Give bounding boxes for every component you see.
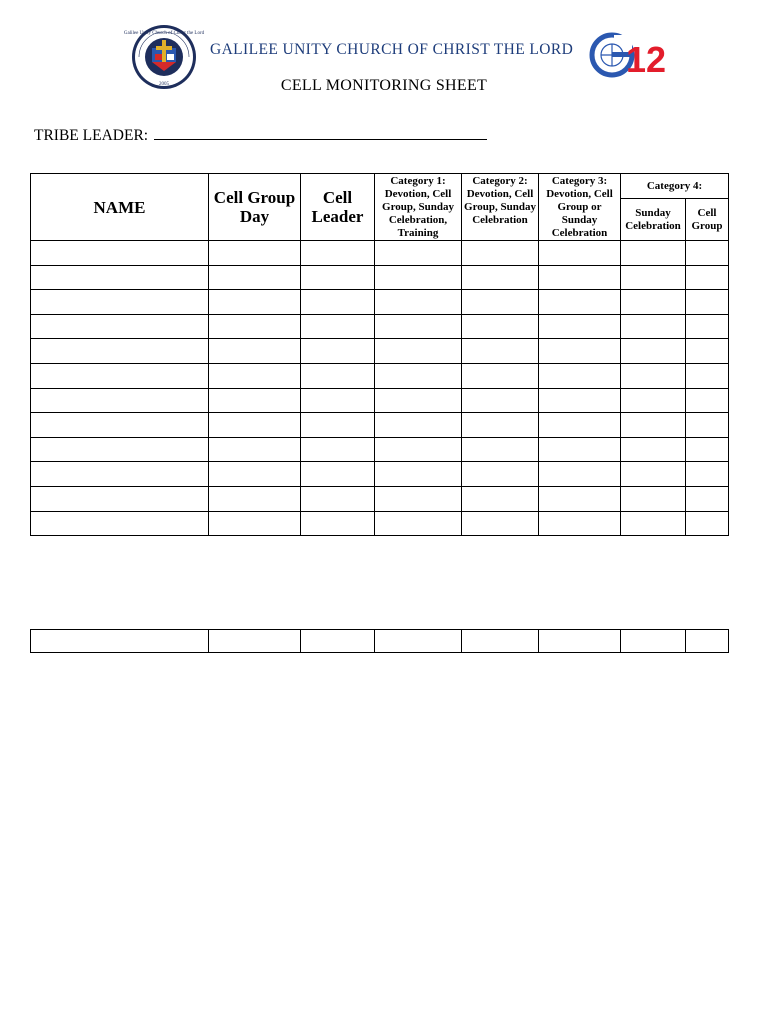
table-cell[interactable] bbox=[686, 437, 729, 462]
col-category-1-header bbox=[375, 174, 462, 241]
summary-row-table bbox=[30, 629, 729, 653]
table-row bbox=[31, 462, 729, 487]
table-cell[interactable] bbox=[539, 511, 621, 536]
document-header bbox=[0, 0, 768, 100]
table-cell[interactable] bbox=[301, 314, 375, 339]
table-cell[interactable] bbox=[686, 241, 729, 266]
table-row bbox=[31, 241, 729, 266]
table-cell[interactable] bbox=[621, 363, 686, 388]
table-cell[interactable] bbox=[375, 486, 462, 511]
table-cell[interactable] bbox=[31, 265, 209, 290]
table-cell[interactable] bbox=[301, 290, 375, 315]
col-category-2-header bbox=[462, 174, 539, 241]
table-cell[interactable] bbox=[686, 511, 729, 536]
table-cell[interactable] bbox=[209, 388, 301, 413]
table-cell[interactable] bbox=[209, 363, 301, 388]
g12-logo-icon bbox=[590, 30, 670, 80]
tribe-leader-input-line[interactable] bbox=[154, 127, 487, 140]
table-cell[interactable] bbox=[301, 413, 375, 438]
summary-row bbox=[31, 630, 729, 653]
col-category-4-cell-group: Cell Group bbox=[686, 199, 729, 241]
tribe-leader-field bbox=[34, 127, 487, 145]
table-cell[interactable] bbox=[686, 486, 729, 511]
table-cell[interactable] bbox=[375, 314, 462, 339]
table-cell[interactable] bbox=[621, 437, 686, 462]
summary-cell[interactable] bbox=[621, 630, 686, 653]
table-cell[interactable] bbox=[621, 314, 686, 339]
table-cell[interactable] bbox=[621, 241, 686, 266]
g12-logo-text: 12 bbox=[626, 39, 667, 80]
table-cell[interactable] bbox=[462, 511, 539, 536]
table-cell[interactable] bbox=[686, 265, 729, 290]
summary-cell[interactable] bbox=[686, 630, 729, 653]
table-cell[interactable] bbox=[621, 486, 686, 511]
table-cell[interactable] bbox=[539, 462, 621, 487]
table-cell[interactable] bbox=[209, 511, 301, 536]
table-cell[interactable] bbox=[209, 339, 301, 364]
col-category-4-header: Category 4: bbox=[621, 174, 729, 199]
table-cell[interactable] bbox=[31, 437, 209, 462]
table-row bbox=[31, 413, 729, 438]
table-cell[interactable] bbox=[539, 339, 621, 364]
summary-cell[interactable] bbox=[301, 630, 375, 653]
table-row bbox=[31, 265, 729, 290]
table-cell[interactable] bbox=[375, 339, 462, 364]
table-cell[interactable] bbox=[462, 486, 539, 511]
table-cell[interactable] bbox=[375, 413, 462, 438]
sheet-title: CELL MONITORING SHEET bbox=[280, 77, 488, 94]
table-cell[interactable] bbox=[462, 437, 539, 462]
table-cell[interactable] bbox=[621, 265, 686, 290]
table-cell[interactable] bbox=[621, 413, 686, 438]
table-cell[interactable] bbox=[539, 363, 621, 388]
table-cell[interactable] bbox=[686, 413, 729, 438]
category-2-title: Category 2: bbox=[472, 175, 528, 187]
table-cell[interactable] bbox=[31, 413, 209, 438]
seal-year: 2005 bbox=[159, 82, 169, 87]
category-1-title: Category 1: bbox=[390, 175, 446, 187]
table-cell[interactable] bbox=[301, 511, 375, 536]
table-cell[interactable] bbox=[375, 388, 462, 413]
table-cell[interactable] bbox=[686, 363, 729, 388]
table-cell[interactable] bbox=[209, 486, 301, 511]
table-cell[interactable] bbox=[539, 413, 621, 438]
table-cell[interactable] bbox=[686, 290, 729, 315]
table-cell[interactable] bbox=[209, 265, 301, 290]
table-cell[interactable] bbox=[539, 314, 621, 339]
table-cell[interactable] bbox=[301, 363, 375, 388]
col-cell-leader-header: Cell Leader bbox=[301, 174, 375, 241]
summary-cell[interactable] bbox=[539, 630, 621, 653]
table-cell[interactable] bbox=[209, 413, 301, 438]
table-cell[interactable] bbox=[209, 290, 301, 315]
table-cell[interactable] bbox=[621, 462, 686, 487]
table-cell[interactable] bbox=[31, 363, 209, 388]
table-row bbox=[31, 388, 729, 413]
table-cell[interactable] bbox=[686, 339, 729, 364]
col-cell-group-day-header: Cell Group Day bbox=[209, 174, 301, 241]
table-cell[interactable] bbox=[209, 241, 301, 266]
table-cell[interactable] bbox=[375, 437, 462, 462]
table-cell[interactable] bbox=[375, 462, 462, 487]
table-cell[interactable] bbox=[375, 363, 462, 388]
table-cell[interactable] bbox=[31, 388, 209, 413]
table-cell[interactable] bbox=[301, 462, 375, 487]
table-cell[interactable] bbox=[375, 511, 462, 536]
table-cell[interactable] bbox=[462, 388, 539, 413]
table-cell[interactable] bbox=[539, 388, 621, 413]
category-2-desc: Devotion, Cell Group, Sunday Celebration bbox=[464, 188, 536, 226]
table-cell[interactable] bbox=[621, 290, 686, 315]
table-cell[interactable] bbox=[686, 314, 729, 339]
summary-cell[interactable] bbox=[31, 630, 209, 653]
table-cell[interactable] bbox=[31, 290, 209, 315]
table-cell[interactable] bbox=[462, 241, 539, 266]
table-cell[interactable] bbox=[31, 511, 209, 536]
table-row bbox=[31, 437, 729, 462]
table-cell[interactable] bbox=[301, 265, 375, 290]
table-cell[interactable] bbox=[31, 486, 209, 511]
table-cell[interactable] bbox=[31, 241, 209, 266]
table-cell[interactable] bbox=[31, 339, 209, 364]
category-1-desc: Devotion, Cell Group, Sunday Celebration, Training bbox=[382, 188, 454, 239]
church-name: GALILEE UNITY CHURCH OF CHRIST THE LORD bbox=[210, 41, 574, 58]
table-row bbox=[31, 363, 729, 388]
table-cell[interactable] bbox=[301, 241, 375, 266]
col-category-3-header bbox=[539, 174, 621, 241]
table-cell[interactable] bbox=[621, 388, 686, 413]
seal-text: Galilee Unity Church of Christ the Lord bbox=[123, 31, 205, 36]
table-cell[interactable] bbox=[539, 241, 621, 266]
summary-cell[interactable] bbox=[209, 630, 301, 653]
table-cell[interactable] bbox=[462, 265, 539, 290]
table-cell[interactable] bbox=[686, 462, 729, 487]
cell-monitoring-table bbox=[30, 173, 729, 536]
table-cell[interactable] bbox=[539, 290, 621, 315]
table-cell[interactable] bbox=[539, 265, 621, 290]
table-cell[interactable] bbox=[539, 486, 621, 511]
table-row bbox=[31, 486, 729, 511]
table-cell[interactable] bbox=[462, 290, 539, 315]
table-cell[interactable] bbox=[31, 314, 209, 339]
table-cell[interactable] bbox=[621, 339, 686, 364]
table-cell[interactable] bbox=[375, 265, 462, 290]
table-cell[interactable] bbox=[375, 241, 462, 266]
table-cell[interactable] bbox=[462, 462, 539, 487]
table-cell[interactable] bbox=[31, 462, 209, 487]
table-cell[interactable] bbox=[686, 388, 729, 413]
table-cell[interactable] bbox=[301, 388, 375, 413]
table-cell[interactable] bbox=[539, 437, 621, 462]
table-cell[interactable] bbox=[462, 339, 539, 364]
col-category-4-sunday-celebration: Sunday Celebration bbox=[621, 199, 686, 241]
table-cell[interactable] bbox=[462, 314, 539, 339]
category-3-title: Category 3: bbox=[551, 175, 608, 187]
table-cell[interactable] bbox=[301, 339, 375, 364]
table-cell[interactable] bbox=[301, 437, 375, 462]
table-row bbox=[31, 314, 729, 339]
table-cell[interactable] bbox=[462, 413, 539, 438]
table-cell[interactable] bbox=[209, 437, 301, 462]
table-row bbox=[31, 511, 729, 536]
col-name-header: NAME bbox=[31, 174, 209, 241]
table-cell[interactable] bbox=[301, 486, 375, 511]
table-row bbox=[31, 290, 729, 315]
table-cell[interactable] bbox=[209, 314, 301, 339]
table-cell[interactable] bbox=[375, 290, 462, 315]
summary-cell[interactable] bbox=[375, 630, 462, 653]
summary-cell[interactable] bbox=[462, 630, 539, 653]
category-3-desc: Devotion, Cell Group or Sunday Celebration bbox=[546, 188, 613, 239]
tribe-leader-label: TRIBE LEADER: bbox=[34, 127, 149, 144]
table-row bbox=[31, 339, 729, 364]
table-cell[interactable] bbox=[621, 511, 686, 536]
table-cell[interactable] bbox=[462, 363, 539, 388]
table-cell[interactable] bbox=[209, 462, 301, 487]
